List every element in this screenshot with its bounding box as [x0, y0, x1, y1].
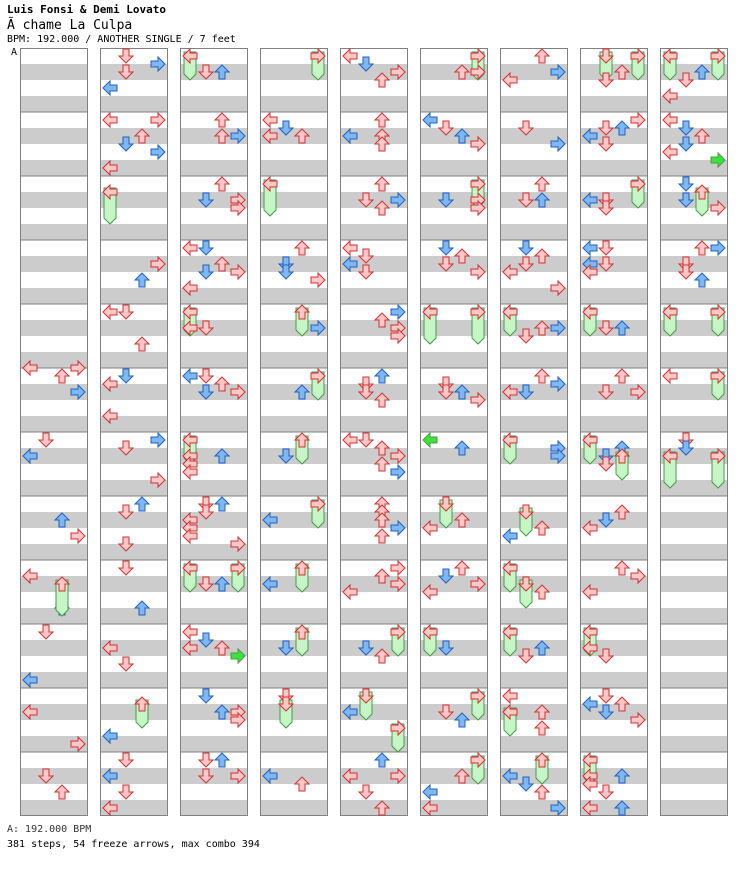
beat-stripe [20, 544, 88, 560]
beat-stripe [340, 672, 408, 688]
beat-stripe [260, 256, 328, 272]
beat-stripe [500, 480, 568, 496]
beat-stripe [100, 288, 168, 304]
beat-stripe [340, 800, 408, 816]
footer-stats: 381 steps, 54 freeze arrows, max combo 394 [7, 839, 260, 850]
beat-stripe [580, 224, 648, 240]
beat-stripe [340, 96, 408, 112]
beat-stripe [420, 288, 488, 304]
beat-stripe [340, 608, 408, 624]
beat-stripe [100, 576, 168, 592]
beat-stripe [420, 160, 488, 176]
beat-stripe [20, 288, 88, 304]
beat-stripe [100, 448, 168, 464]
beat-stripe [20, 768, 88, 784]
beat-stripe [260, 480, 328, 496]
beat-stripe [420, 352, 488, 368]
beat-stripe [20, 640, 88, 656]
beat-stripe [20, 512, 88, 528]
beat-stripe [580, 608, 648, 624]
beat-stripe [260, 800, 328, 816]
beat-stripe [580, 160, 648, 176]
beat-stripe [420, 544, 488, 560]
beat-stripe [340, 288, 408, 304]
beat-stripe [580, 480, 648, 496]
beat-stripe [500, 544, 568, 560]
beat-stripe [180, 672, 248, 688]
beat-stripe [500, 192, 568, 208]
beat-stripe [260, 736, 328, 752]
beat-stripe [420, 480, 488, 496]
beat-stripe [660, 512, 728, 528]
beat-stripe [260, 416, 328, 432]
chart-column-4 [260, 48, 328, 816]
beat-stripe [260, 224, 328, 240]
beat-stripe [340, 480, 408, 496]
beat-stripe [340, 384, 408, 400]
beat-stripe [500, 512, 568, 528]
beat-stripe [420, 736, 488, 752]
beat-stripe [660, 576, 728, 592]
beat-stripe [180, 416, 248, 432]
beat-stripe [500, 736, 568, 752]
beat-stripe [580, 672, 648, 688]
beat-stripe [260, 96, 328, 112]
beat-stripe [660, 544, 728, 560]
beat-stripe [660, 640, 728, 656]
beat-stripe [660, 288, 728, 304]
beat-stripe [580, 544, 648, 560]
bpm-marker: A [11, 47, 18, 58]
beat-stripe [20, 128, 88, 144]
beat-stripe [260, 288, 328, 304]
beat-stripe [500, 224, 568, 240]
beat-stripe [500, 416, 568, 432]
beat-stripe [180, 608, 248, 624]
beat-stripe [660, 416, 728, 432]
beat-stripe [20, 224, 88, 240]
beat-stripe [180, 160, 248, 176]
beat-stripe [260, 352, 328, 368]
beat-stripe [420, 416, 488, 432]
song-title: Ã chame La Culpa [7, 18, 133, 33]
beat-stripe [660, 672, 728, 688]
beat-stripe [420, 96, 488, 112]
beat-stripe [100, 96, 168, 112]
beat-stripe [20, 480, 88, 496]
beat-stripe [580, 352, 648, 368]
beat-stripe [340, 224, 408, 240]
beat-stripe [100, 512, 168, 528]
beat-stripe [20, 192, 88, 208]
beat-stripe [20, 320, 88, 336]
beat-stripe [340, 352, 408, 368]
beat-stripe [660, 800, 728, 816]
chart-column-5 [340, 48, 408, 816]
beat-stripe [340, 160, 408, 176]
beat-stripe [500, 160, 568, 176]
beat-stripe [20, 800, 88, 816]
beat-stripe [260, 448, 328, 464]
beat-stripe [500, 672, 568, 688]
beat-stripe [100, 704, 168, 720]
beat-stripe [180, 224, 248, 240]
beat-stripe [180, 96, 248, 112]
beat-stripe [340, 544, 408, 560]
beat-stripe [180, 352, 248, 368]
beat-stripe [20, 96, 88, 112]
beat-stripe [180, 800, 248, 816]
beat-stripe [100, 544, 168, 560]
beat-stripe [420, 672, 488, 688]
beat-stripe [500, 352, 568, 368]
beat-stripe [420, 448, 488, 464]
beat-stripe [500, 96, 568, 112]
beat-stripe [260, 544, 328, 560]
beat-stripe [580, 416, 648, 432]
beat-stripe [660, 704, 728, 720]
chart-info: BPM: 192.000 / ANOTHER SINGLE / 7 feet [7, 34, 236, 45]
beat-stripe [260, 704, 328, 720]
beat-stripe [20, 64, 88, 80]
beat-stripe [500, 608, 568, 624]
beat-stripe [20, 160, 88, 176]
beat-stripe [100, 320, 168, 336]
beat-stripe [660, 128, 728, 144]
beat-stripe [20, 608, 88, 624]
beat-stripe [100, 608, 168, 624]
beat-stripe [660, 352, 728, 368]
beat-stripe [100, 672, 168, 688]
beat-stripe [260, 640, 328, 656]
beat-stripe [660, 736, 728, 752]
beat-stripe [660, 608, 728, 624]
beat-stripe [420, 224, 488, 240]
beat-stripe [580, 736, 648, 752]
beat-stripe [660, 768, 728, 784]
chart-column-1 [20, 48, 88, 816]
footer-bpm: A: 192.000 BPM [7, 824, 92, 835]
beat-stripe [100, 224, 168, 240]
beat-stripe [180, 480, 248, 496]
beat-stripe [420, 608, 488, 624]
beat-stripe [260, 672, 328, 688]
beat-stripe [260, 160, 328, 176]
beat-stripe [20, 256, 88, 272]
beat-stripe [340, 416, 408, 432]
chart-column-3 [180, 48, 248, 816]
beat-stripe [20, 416, 88, 432]
beat-stripe [580, 288, 648, 304]
artist-name: Luis Fonsi & Demi Lovato [7, 3, 166, 16]
beat-stripe [660, 224, 728, 240]
beat-stripe [100, 128, 168, 144]
beat-stripe [100, 352, 168, 368]
beat-stripe [580, 96, 648, 112]
beat-stripe [660, 256, 728, 272]
beat-stripe [260, 608, 328, 624]
beat-stripe [180, 736, 248, 752]
